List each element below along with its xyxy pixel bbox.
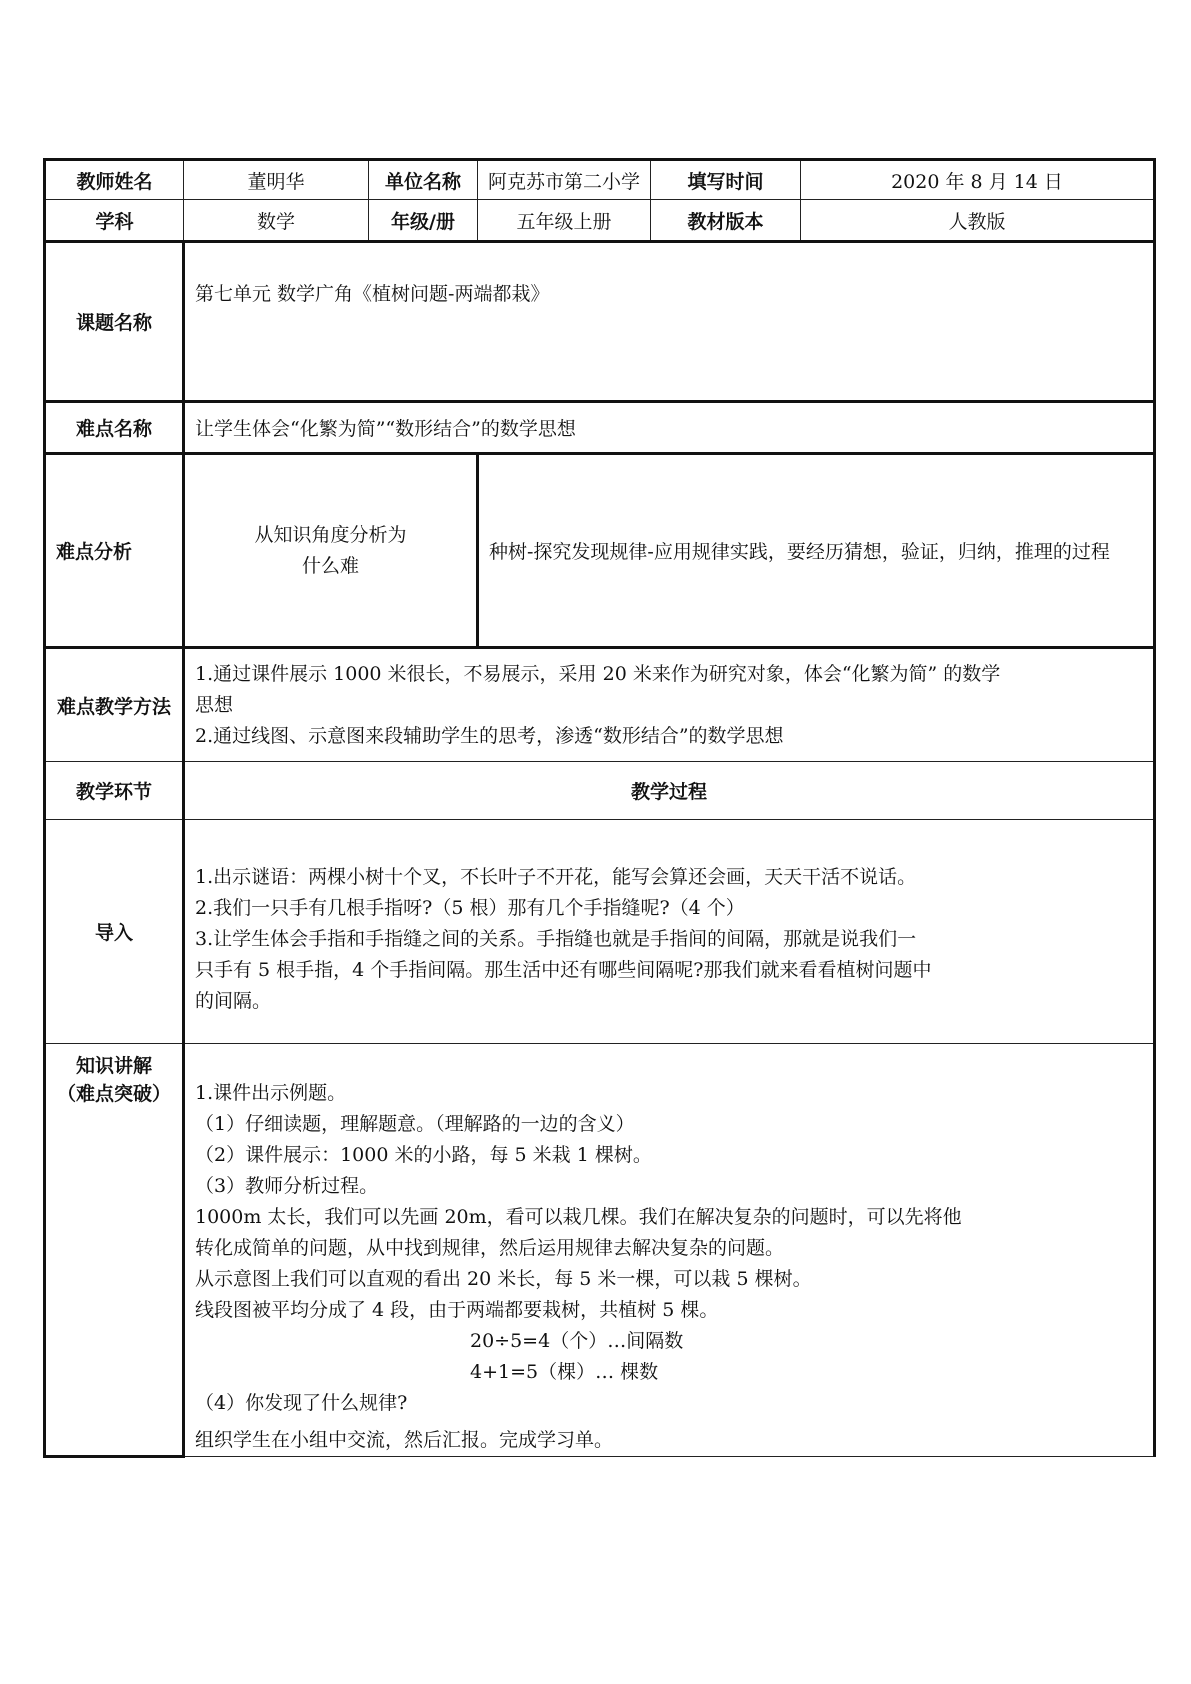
teacher-name-value: 董明华 (184, 160, 369, 200)
method-row (45, 648, 1155, 762)
interval-formula: 20÷5=4（个）…间隔数 (470, 1330, 684, 1352)
intro-row (45, 820, 1155, 1044)
knowledge-line: 转化成简单的问题，从中找到规律，然后运用规律去解决复杂的问题。 (195, 1237, 785, 1259)
method-label: 难点教学方法 (45, 648, 184, 762)
intro-line: 的间隔。 (195, 990, 272, 1012)
knowledge-line: 线段图被平均分成了 4 段，由于两端都要栽树，共植树 5 棵。 (195, 1299, 719, 1321)
method-line-1: 1.通过课件展示 1000 米很长，不易展示，采用 20 米来作为研究对象，体会“化繁为简” 的数学 (195, 662, 1001, 685)
subject-value: 数学 (184, 200, 369, 242)
grade-label: 年级/册 (369, 200, 478, 242)
intro-content (184, 820, 1155, 1044)
knowledge-content (184, 1044, 1155, 1457)
header-row-1 (45, 160, 1155, 200)
intro-line: 1.出示谜语：两棵小树十个叉，不长叶子不开花，能写会算还会画，天天干活不说话。 (195, 866, 917, 888)
school-name-label: 单位名称 (369, 160, 478, 200)
fill-date-label: 填写时间 (651, 160, 801, 200)
knowledge-line: （4）你发现了什么规律? (195, 1392, 408, 1414)
teaching-stage-label: 教学环节 (45, 762, 184, 820)
edition-value: 人教版 (801, 200, 1155, 242)
analysis-row (45, 454, 1155, 648)
knowledge-line: 组织学生在小组中交流，然后汇报。完成学习单。 (195, 1429, 614, 1451)
intro-label: 导入 (45, 820, 184, 1044)
knowledge-line: （3）教师分析过程。 (195, 1175, 379, 1197)
topic-value: 第七单元 数学广角《植树问题-两端都栽》 (184, 242, 1155, 402)
teaching-process-label: 教学过程 (184, 762, 1155, 820)
teacher-name-label: 教师姓名 (45, 160, 184, 200)
tree-count-formula: 4+1=5（棵）… 棵数 (470, 1361, 659, 1383)
knowledge-line: 1000m 太长，我们可以先画 20m，看可以栽几棵。我们在解决复杂的问题时，可以先将他 (195, 1206, 962, 1228)
method-line-2: 思想 (195, 693, 234, 716)
difficulty-row (45, 402, 1155, 454)
grade-value: 五年级上册 (478, 200, 651, 242)
knowledge-line: （2）课件展示：1000 米的小路，每 5 米栽 1 棵树。 (195, 1144, 652, 1166)
lesson-plan-sheet (43, 158, 1153, 1458)
knowledge-row (45, 1044, 1155, 1457)
knowledge-line: 从示意图上我们可以直观的看出 20 米长，每 5 米一棵，可以栽 5 棵树。 (195, 1268, 812, 1290)
knowledge-label (45, 1044, 184, 1457)
topic-label: 课题名称 (45, 242, 184, 402)
topic-row (45, 242, 1155, 402)
analysis-value: 种树-探究发现规律-应用规律实践，要经历猜想，验证，归纳，推理的过程 (478, 454, 1155, 648)
knowledge-line: （1）仔细读题，理解题意。（理解路的一边的含义） (195, 1113, 635, 1135)
knowledge-line: 1.课件出示例题。 (195, 1082, 347, 1104)
edition-label: 教材版本 (651, 200, 801, 242)
analysis-sub-label-line2: 什么难 (301, 554, 359, 577)
knowledge-label-line1: 知识讲解 (75, 1055, 152, 1077)
intro-line: 3.让学生体会手指和手指缝之间的关系。手指缝也就是手指间的间隔，那就是说我们一 (195, 928, 917, 950)
analysis-sub-label (184, 454, 478, 648)
method-value (184, 648, 1155, 762)
method-line-3: 2.通过线图、示意图来段辅助学生的思考，渗透“数形结合”的数学思想 (195, 724, 784, 747)
analysis-label: 难点分析 (45, 454, 184, 648)
difficulty-value: 让学生体会“化繁为简”“数形结合”的数学思想 (184, 402, 1155, 454)
intro-line: 只手有 5 根手指，4 个手指间隔。那生活中还有哪些间隔呢?那我们就来看看植树问题中 (195, 959, 932, 981)
difficulty-label: 难点名称 (45, 402, 184, 454)
lesson-plan-table (43, 158, 1156, 1458)
process-header-row (45, 762, 1155, 820)
header-row-2 (45, 200, 1155, 242)
fill-date-value: 2020 年 8 月 14 日 (801, 160, 1155, 200)
knowledge-label-line2: （难点突破） (56, 1083, 171, 1105)
subject-label: 学科 (45, 200, 184, 242)
analysis-sub-label-line1: 从知识角度分析为 (254, 523, 407, 546)
school-name-value: 阿克苏市第二小学 (478, 160, 651, 200)
intro-line: 2.我们一只手有几根手指呀?（5 根）那有几个手指缝呢?（4 个） (195, 897, 745, 919)
